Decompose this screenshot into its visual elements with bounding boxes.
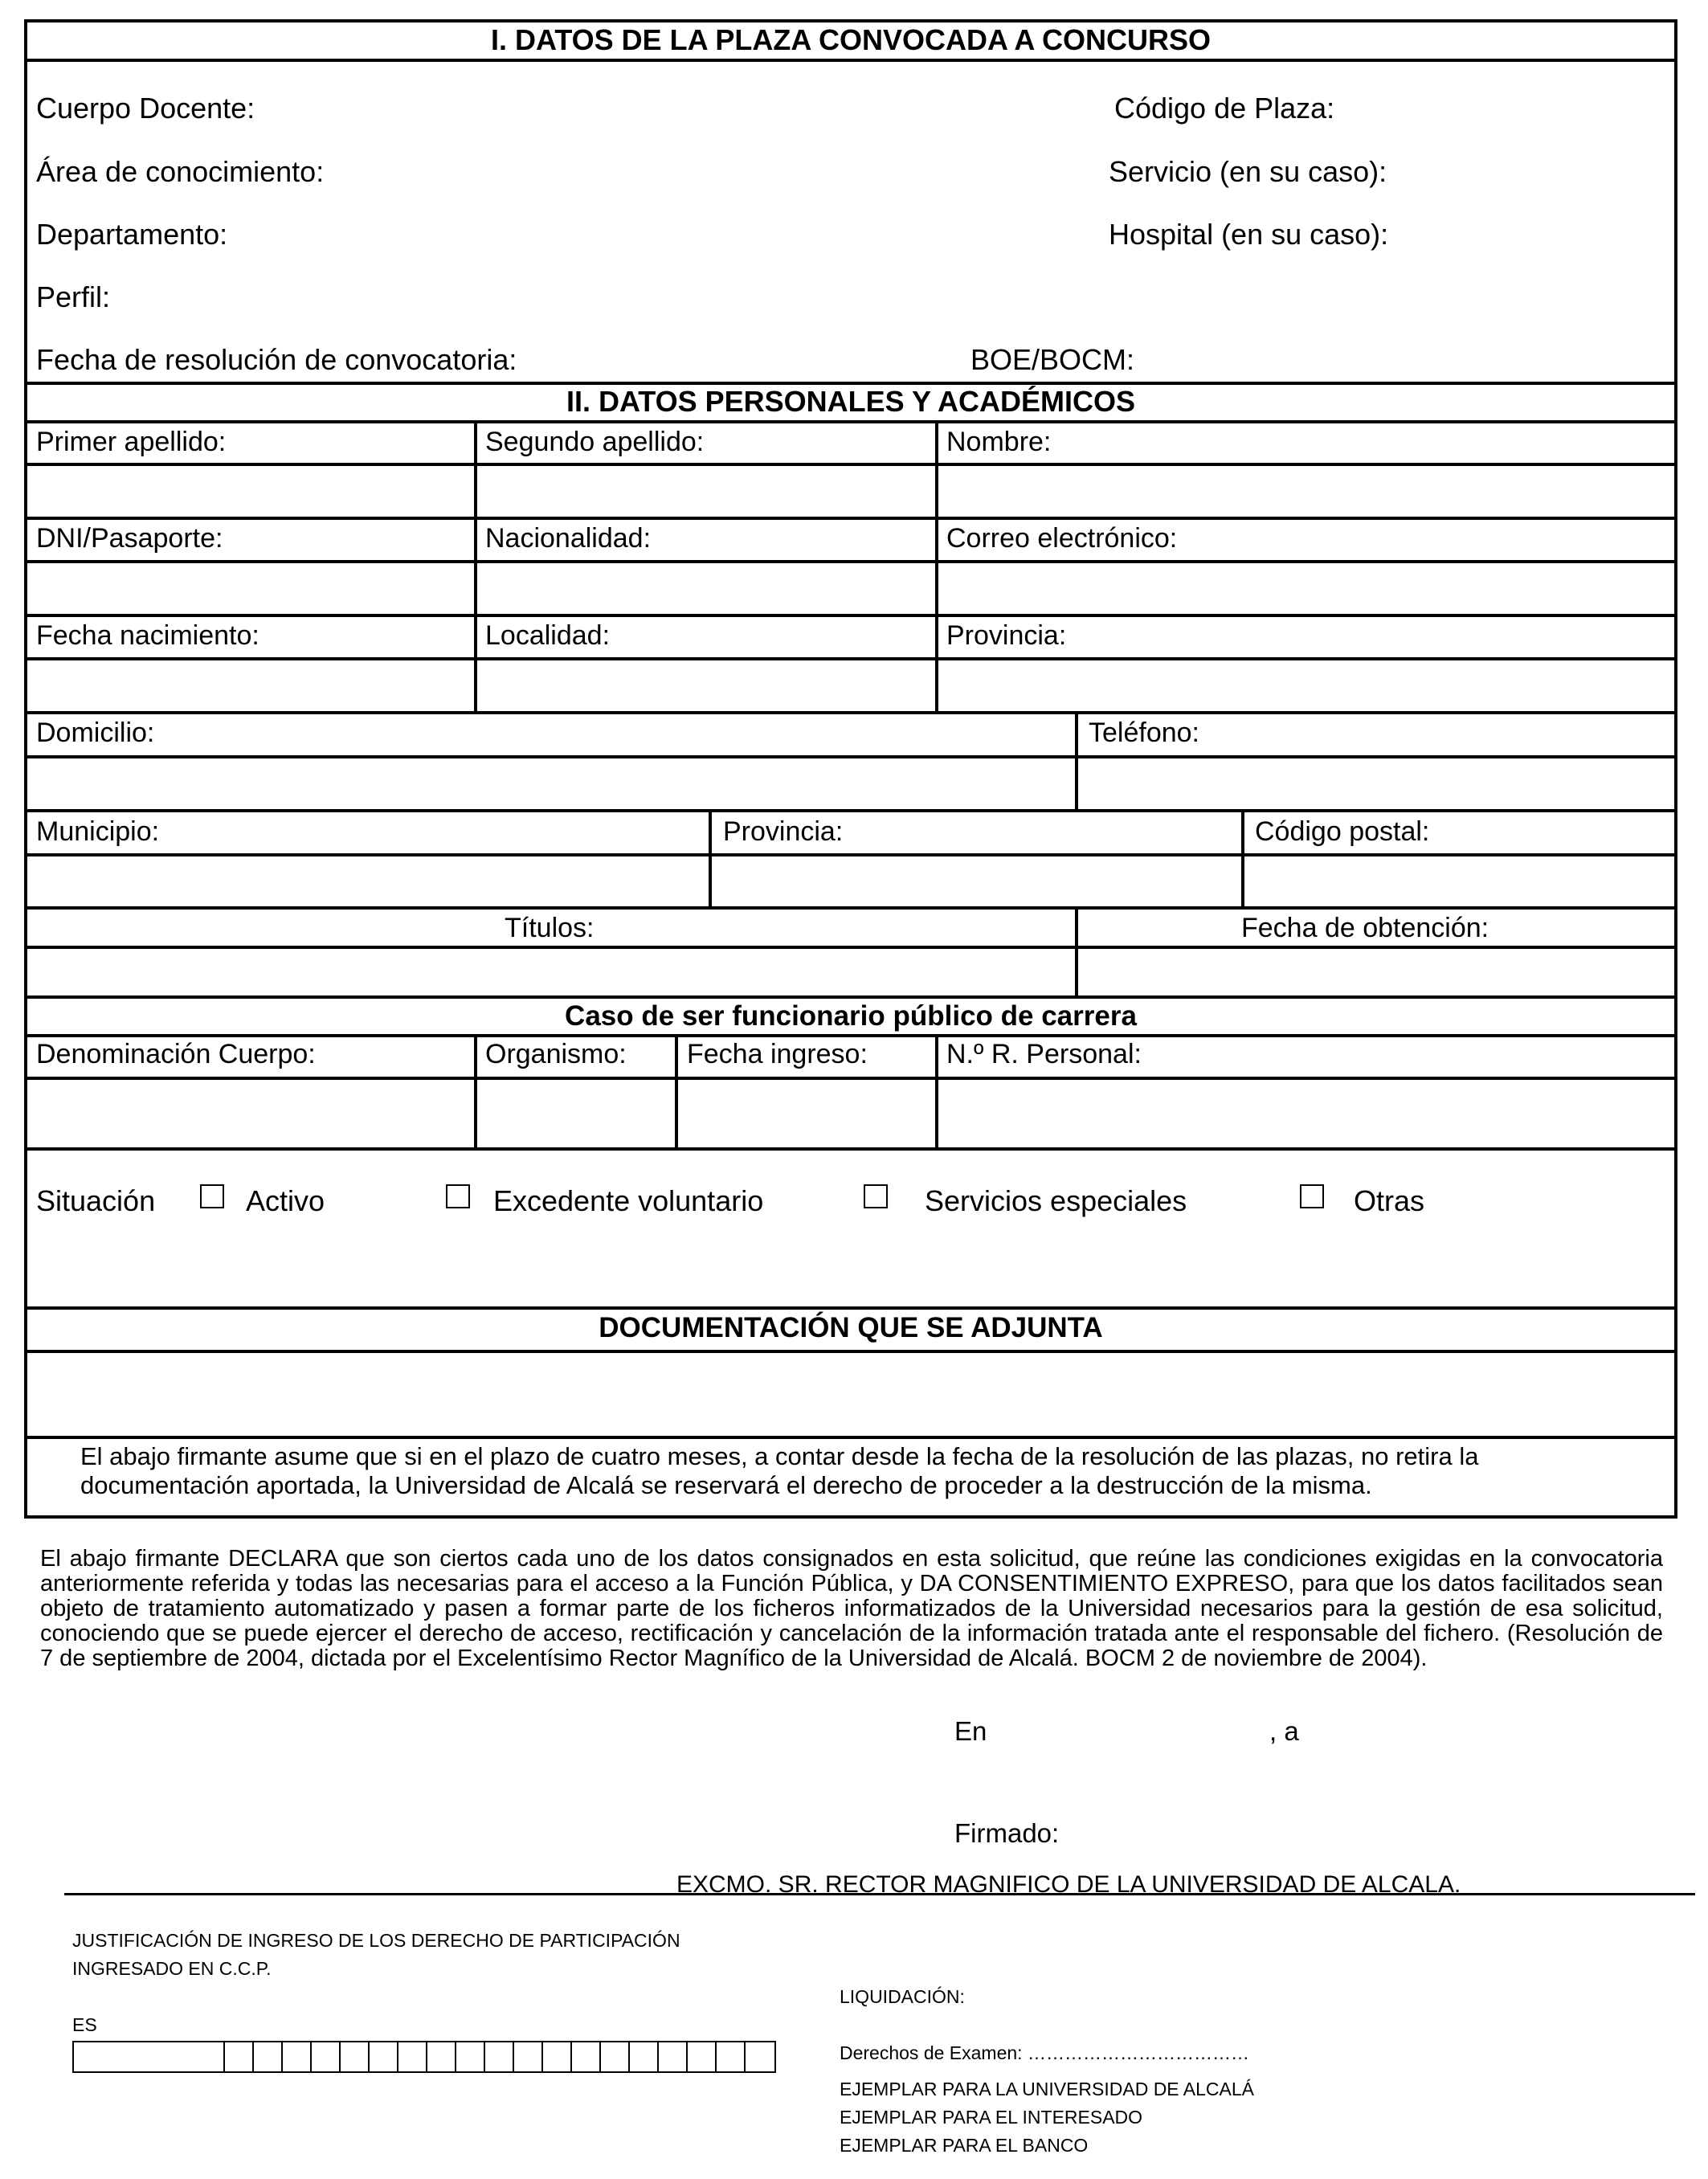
label-fecha-nacimiento: Fecha nacimiento: — [36, 620, 259, 651]
fecha-obtencion-field[interactable] — [1081, 951, 1673, 995]
correo-field[interactable] — [941, 565, 1673, 613]
iban-cell[interactable] — [74, 2042, 225, 2071]
copy-interesado: EJEMPLAR PARA EL INTERESADO — [840, 2107, 1143, 2128]
label-servicios-especiales: Servicios especiales — [925, 1184, 1187, 1217]
label-provincia: Provincia: — [946, 620, 1067, 651]
label-domicilio: Domicilio: — [36, 717, 155, 748]
titulos-field[interactable] — [29, 951, 1076, 995]
signature-line — [64, 1893, 1695, 1895]
label-titulos: Títulos: — [505, 913, 595, 943]
domicilio-field[interactable] — [29, 760, 1076, 808]
divider — [24, 1306, 1677, 1310]
declaration-text: El abajo firmante DECLARA que son ciertos cada uno de los datos consignados en esta solicitud, que reúne las condiciones exigidas en la convocatoria anteriormente referida y todas las necesarias para el acceso a la Función Pública, y DA CONSENTIMIENTO EXPRESO, para que los datos facilitados sean objeto de tratamiento automatizado y pasen a formar parte de los ficheros informatizados de la Universidad necesarios para la gestión de esa solicitud, conociendo que se puede ejercer el derecho de acceso, rectificación y cancelación de la información tratada ante el responsable del fichero. (Resolución de 7 de septiembre de 2004, dictada por el Excelentísimo Rector Magnífico de la Universidad de Alcalá. BOCM 2 de noviembre de 2004). — [40, 1546, 1663, 1671]
label-provincia-2: Provincia: — [723, 816, 844, 847]
label-denominacion-cuerpo: Denominación Cuerpo: — [36, 1039, 316, 1069]
divider — [24, 755, 1677, 758]
dni-field[interactable] — [29, 565, 475, 613]
label-telefono: Teléfono: — [1089, 717, 1199, 748]
activo-checkbox[interactable] — [200, 1184, 224, 1208]
copy-universidad: EJEMPLAR PARA LA UNIVERSIDAD DE ALCALÁ — [840, 2079, 1254, 2099]
divider — [24, 1034, 1677, 1037]
divider — [24, 1436, 1677, 1439]
label-cuerpo-docente: Cuerpo Docente: — [36, 92, 255, 125]
column-divider — [675, 1034, 678, 1151]
denominacion-cuerpo-field[interactable] — [29, 1081, 475, 1146]
copy-banco: EJEMPLAR PARA EL BANCO — [840, 2135, 1089, 2156]
label-fecha-obtencion: Fecha de obtención: — [1241, 913, 1489, 943]
iban-cell[interactable] — [370, 2042, 398, 2071]
column-divider — [1075, 906, 1078, 999]
nrp-field[interactable] — [941, 1081, 1673, 1146]
notice-line-2: documentación aportada, la Universidad de Alcalá se reservará el derecho de proceder a la destrucción de la misma. — [80, 1471, 1372, 1499]
iban-cell[interactable] — [746, 2042, 774, 2071]
label-fecha-ingreso: Fecha ingreso: — [687, 1039, 868, 1069]
divider — [24, 59, 1677, 62]
divider — [24, 711, 1677, 714]
fecha-ingreso-field[interactable] — [678, 1081, 936, 1146]
label-area: Área de conocimiento: — [36, 155, 325, 188]
label-codigo-postal: Código postal: — [1255, 816, 1430, 847]
label-fecha-resolucion: Fecha de resolución de convocatoria: — [36, 343, 517, 376]
label-codigo-plaza: Código de Plaza: — [1114, 92, 1335, 125]
justificacion-line-2: INGRESADO EN C.C.P. — [72, 1958, 272, 1979]
notice-line-1: El abajo firmante asume que si en el plazo de cuatro meses, a contar desde la fecha de la resolución de las plazas, no retira la — [80, 1442, 1479, 1470]
label-liquidacion: LIQUIDACIÓN: — [840, 1986, 965, 2007]
divider — [24, 809, 1677, 812]
column-divider — [474, 420, 477, 714]
iban-cell[interactable] — [254, 2042, 283, 2071]
section2-title: II. DATOS PERSONALES Y ACADÉMICOS — [566, 385, 1136, 418]
iban-cell[interactable] — [514, 2042, 543, 2071]
localidad-field[interactable] — [480, 662, 936, 710]
divider — [24, 906, 1677, 910]
label-firmado: Firmado: — [954, 1818, 1060, 1848]
divider — [24, 517, 1677, 520]
label-servicio: Servicio (en su caso): — [1109, 155, 1387, 188]
label-perfil: Perfil: — [36, 280, 111, 313]
iban-cell[interactable] — [659, 2042, 688, 2071]
excedente-checkbox[interactable] — [446, 1184, 470, 1208]
label-segundo-apellido: Segundo apellido: — [485, 427, 705, 457]
divider — [24, 560, 1677, 563]
iban-cell[interactable] — [398, 2042, 427, 2071]
servicios-especiales-checkbox[interactable] — [864, 1184, 888, 1208]
label-en: En — [954, 1716, 987, 1746]
provincia-field[interactable] — [941, 662, 1673, 710]
funcionario-title: Caso de ser funcionario público de carrera — [565, 1000, 1137, 1032]
fecha-nacimiento-field[interactable] — [29, 662, 475, 710]
label-hospital: Hospital (en su caso): — [1109, 218, 1389, 251]
municipio-field[interactable] — [29, 858, 709, 906]
label-boe: BOE/BOCM: — [970, 343, 1135, 376]
iban-cell[interactable] — [225, 2042, 254, 2071]
otras-checkbox[interactable] — [1300, 1184, 1324, 1208]
iban-cell[interactable] — [485, 2042, 514, 2071]
divider — [24, 1350, 1677, 1353]
label-otras: Otras — [1354, 1184, 1425, 1217]
label-nacionalidad: Nacionalidad: — [485, 523, 652, 554]
label-nombre: Nombre: — [946, 427, 1052, 457]
segundo-apellido-field[interactable] — [480, 468, 936, 516]
column-divider — [474, 1034, 477, 1151]
label-correo: Correo electrónico: — [946, 523, 1178, 554]
iban-cell[interactable] — [572, 2042, 601, 2071]
iban-cell[interactable] — [688, 2042, 717, 2071]
label-activo: Activo — [246, 1184, 325, 1217]
iban-cell[interactable] — [283, 2042, 312, 2071]
documentacion-field[interactable] — [29, 1355, 1673, 1435]
telefono-field[interactable] — [1081, 760, 1673, 808]
label-derechos-examen: Derechos de Examen: ……………………………… — [840, 2042, 1249, 2063]
label-dni: DNI/Pasaporte: — [36, 523, 223, 554]
justificacion-line-1: JUSTIFICACIÓN DE INGRESO DE LOS DERECHO DE PARTICIPACIÓN — [72, 1930, 680, 1951]
label-a: , a — [1269, 1716, 1299, 1746]
divider — [24, 614, 1677, 617]
nombre-field[interactable] — [941, 468, 1673, 516]
iban-cell[interactable] — [341, 2042, 370, 2071]
label-municipio: Municipio: — [36, 816, 160, 847]
documentacion-title: DOCUMENTACIÓN QUE SE ADJUNTA — [599, 1312, 1103, 1343]
divider — [24, 657, 1677, 660]
provincia-2-field[interactable] — [714, 858, 1241, 906]
label-excedente: Excedente voluntario — [493, 1184, 764, 1217]
label-organismo: Organismo: — [485, 1039, 627, 1069]
column-divider — [1241, 809, 1244, 910]
iban-cell[interactable] — [312, 2042, 341, 2071]
organismo-field[interactable] — [480, 1081, 673, 1146]
label-localidad: Localidad: — [485, 620, 611, 651]
column-divider — [935, 420, 938, 714]
iban-cell[interactable] — [717, 2042, 746, 2071]
iban-cell[interactable] — [630, 2042, 659, 2071]
label-situacion: Situación — [36, 1184, 156, 1217]
rector-address: EXCMO. SR. RECTOR MAGNIFICO DE LA UNIVERSIDAD DE ALCALA. — [676, 1871, 1461, 1898]
iban-input[interactable] — [72, 2041, 776, 2073]
label-departamento: Departamento: — [36, 218, 228, 251]
column-divider — [935, 1034, 938, 1151]
divider — [24, 995, 1677, 999]
iban-cell[interactable] — [427, 2042, 456, 2071]
divider — [24, 1147, 1677, 1151]
section1-title: I. DATOS DE LA PLAZA CONVOCADA A CONCURSO — [490, 23, 1211, 56]
divider — [24, 853, 1677, 856]
label-nrp: N.º R. Personal: — [946, 1039, 1142, 1069]
label-primer-apellido: Primer apellido: — [36, 427, 227, 457]
codigo-postal-field[interactable] — [1246, 858, 1673, 906]
divider — [24, 1077, 1677, 1080]
divider — [24, 946, 1677, 949]
nacionalidad-field[interactable] — [480, 565, 936, 613]
column-divider — [1075, 711, 1078, 812]
iban-cell[interactable] — [543, 2042, 572, 2071]
divider — [24, 420, 1677, 423]
column-divider — [709, 809, 712, 910]
divider — [24, 463, 1677, 466]
primer-apellido-field[interactable] — [29, 468, 475, 516]
iban-cell[interactable] — [601, 2042, 630, 2071]
label-es: ES — [72, 2014, 97, 2035]
iban-cell[interactable] — [456, 2042, 485, 2071]
